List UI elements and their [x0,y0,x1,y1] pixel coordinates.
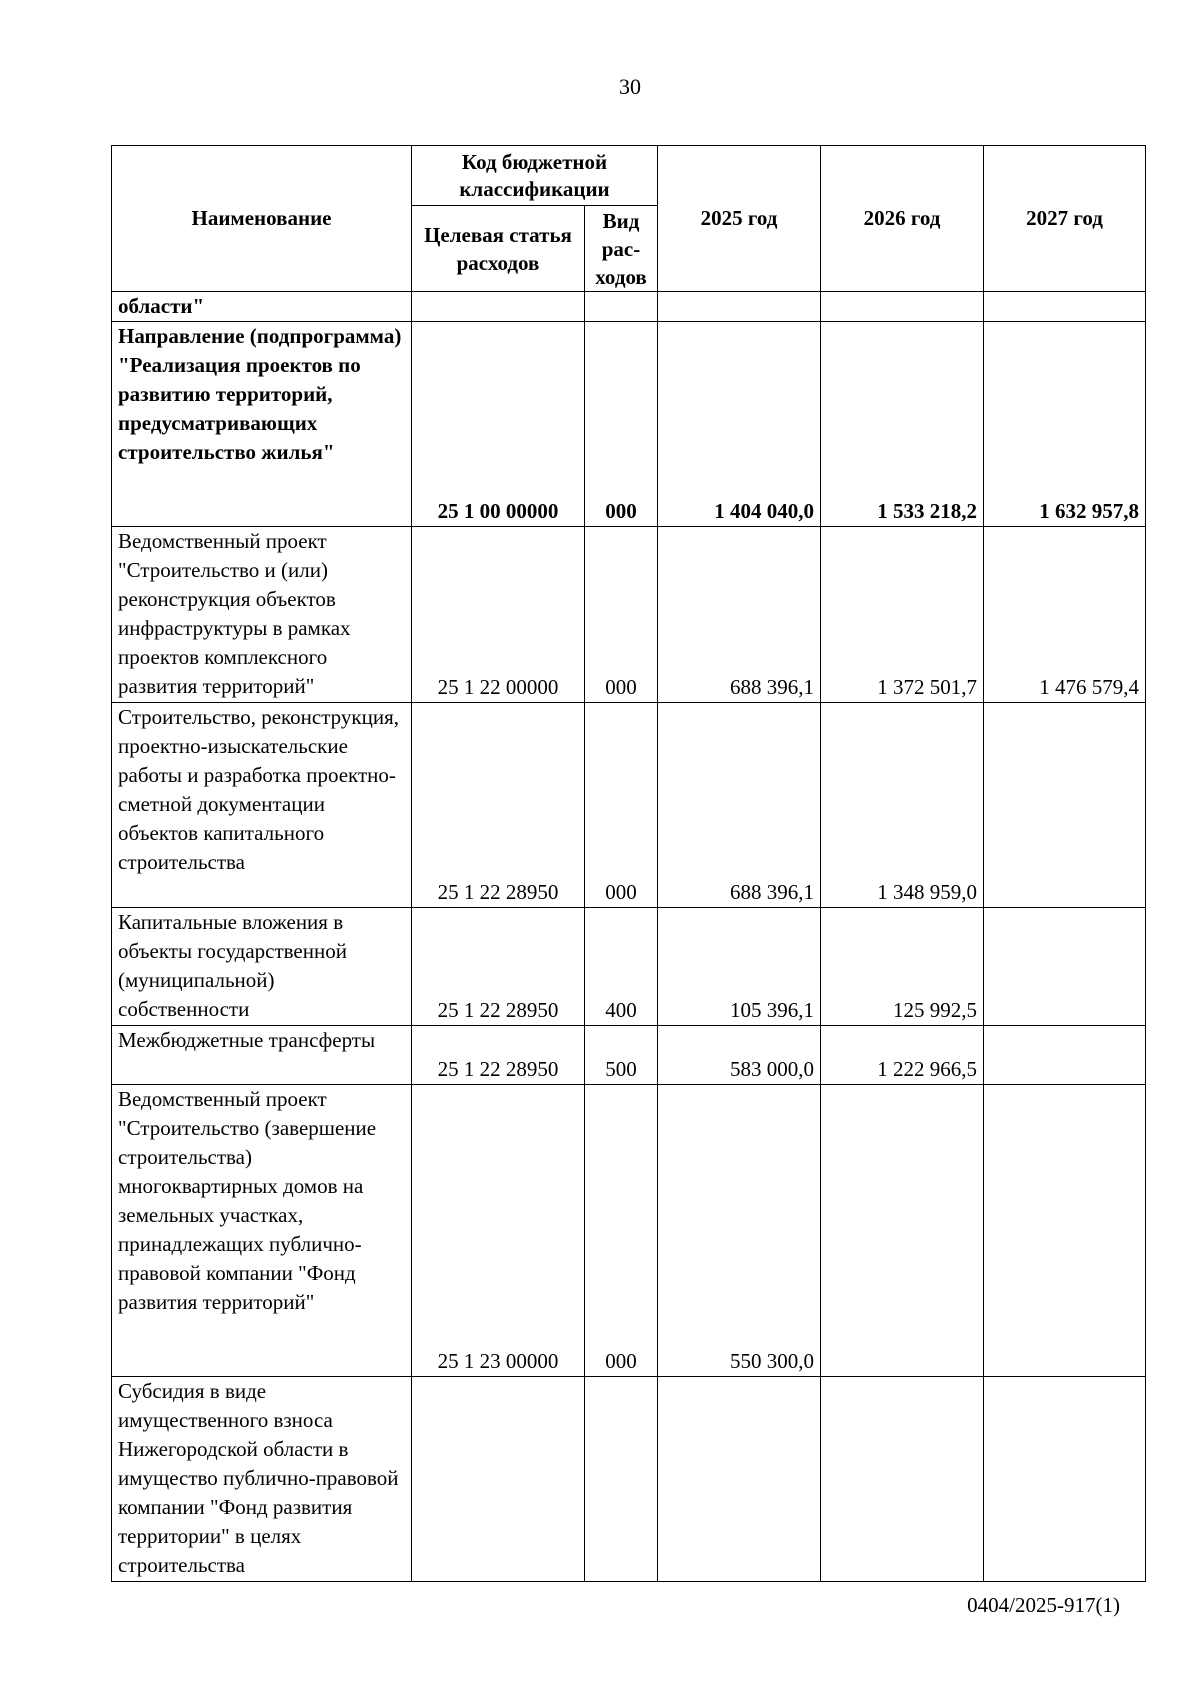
row-amount-2025 [658,1377,821,1582]
row-amount-2025: 1 404 040,0 [658,322,821,527]
row-amount-2026: 1 533 218,2 [821,322,984,527]
row-expense-type [585,292,658,322]
row-name: Направление (подпрограмма) "Реализация проектов по развитию территорий, предусматривающих строительство жилья" [112,322,412,527]
row-amount-2026: 1 222 966,5 [821,1026,984,1085]
row-amount-2025: 688 396,1 [658,527,821,703]
header-year-2025: 2025 год [658,146,821,292]
row-amount-2027: 1 476 579,4 [984,527,1146,703]
table-row [112,1377,1146,1582]
row-amount-2025 [658,292,821,322]
header-name: Наименование [112,146,412,292]
row-target-article: 25 1 00 00000 [412,322,585,527]
row-amount-2025: 688 396,1 [658,703,821,908]
row-amount-2027 [984,703,1146,908]
row-amount-2025: 105 396,1 [658,908,821,1026]
row-amount-2027 [984,908,1146,1026]
row-expense-type [585,1377,658,1582]
row-target-article [412,1377,585,1582]
page-number: 30 [619,74,641,99]
header-year-2027: 2027 год [984,146,1146,292]
row-amount-2026: 1 372 501,7 [821,527,984,703]
row-name: Строительство, реконструкция, проектно-изыскательские работы и разработка проектно-сметной документации объектов капитального строительства [112,703,412,908]
row-amount-2026: 1 348 959,0 [821,703,984,908]
table-row [112,1085,1146,1377]
document-code: 0404/2025-917(1) [967,1593,1120,1617]
table-row [112,322,1146,527]
row-amount-2026 [821,292,984,322]
row-amount-2027 [984,1377,1146,1582]
row-target-article: 25 1 22 28950 [412,1026,585,1085]
row-name: Ведомственный проект "Строительство и (или) реконструкция объектов инфраструктуры в рамках проектов комплексного развития территорий" [112,527,412,703]
header-expense-type: Вид рас-ходов [585,206,658,292]
row-amount-2026 [821,1377,984,1582]
row-target-article: 25 1 23 00000 [412,1085,585,1377]
row-name: области" [112,292,412,322]
table-row [112,1026,1146,1085]
row-name: Субсидия в виде имущественного взноса Нижегородской области в имущество публично-правовой компании "Фонд развития территории" в целях строительства [112,1377,412,1582]
row-expense-type: 000 [585,703,658,908]
row-amount-2026: 125 992,5 [821,908,984,1026]
row-target-article: 25 1 22 00000 [412,527,585,703]
header-code-group: Код бюджетной классификации [412,146,658,206]
row-amount-2025: 550 300,0 [658,1085,821,1377]
table-row [112,292,1146,322]
row-name: Капитальные вложения в объекты государственной (муниципальной) собственности [112,908,412,1026]
row-amount-2027 [984,1085,1146,1377]
table-row [112,703,1146,908]
budget-table [111,145,1146,1582]
row-amount-2027: 1 632 957,8 [984,322,1146,527]
row-target-article: 25 1 22 28950 [412,908,585,1026]
row-amount-2027 [984,292,1146,322]
row-amount-2026 [821,1085,984,1377]
table-row [112,908,1146,1026]
row-expense-type: 000 [585,322,658,527]
table-row [112,527,1146,703]
row-name: Межбюджетные трансферты [112,1026,412,1085]
row-target-article [412,292,585,322]
header-year-2026: 2026 год [821,146,984,292]
row-expense-type: 000 [585,1085,658,1377]
row-expense-type: 400 [585,908,658,1026]
header-target-article: Целевая статья расходов [412,206,585,292]
row-name: Ведомственный проект "Строительство (завершение строительства) многоквартирных домов на земельных участках, принадлежащих публично-правовой компании "Фонд развития территорий" [112,1085,412,1377]
row-target-article: 25 1 22 28950 [412,703,585,908]
row-amount-2027 [984,1026,1146,1085]
row-amount-2025: 583 000,0 [658,1026,821,1085]
row-expense-type: 500 [585,1026,658,1085]
row-expense-type: 000 [585,527,658,703]
